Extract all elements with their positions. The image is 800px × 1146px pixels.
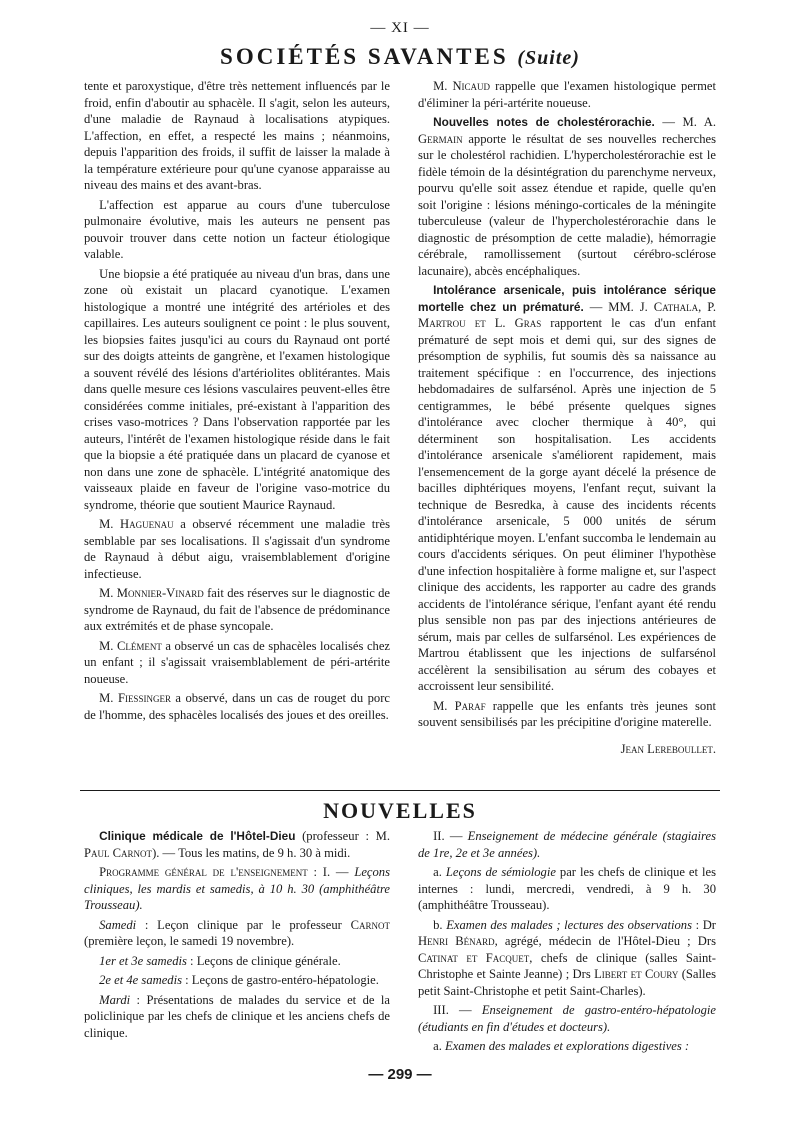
news-heading: Clinique médicale de l'Hôtel-Dieu (99, 829, 296, 843)
section-title-text: SOCIÉTÉS SAVANTES (220, 44, 509, 69)
paragraph (84, 992, 390, 1042)
left-column (84, 78, 390, 723)
paragraph-text: ). — Tous les matins, de 9 h. 30 à midi. (152, 845, 351, 860)
paragraph (84, 953, 390, 970)
paragraph-text: a observé un cas de sphacèles localisés chez un enfant ; il s'agissait vraisemblablement de péri-artérite noueuse. (84, 638, 391, 686)
paragraph (84, 828, 390, 861)
paragraph-italic: Examen des malades et explorations digestives : (445, 1039, 690, 1053)
author-name: Paul Carnot (84, 845, 153, 860)
paragraph-italic: Examen des malades ; lectures des observations (446, 917, 692, 932)
paragraph-italic: Enseignement de gastro-entéro-hépatologie (étudiants en fin d'études et docteurs). (418, 1003, 716, 1034)
paragraph-text: rappelle que les enfants très jeunes sont souvent sensibilisés par les précipitine d'origine materelle. (418, 698, 716, 729)
section-title-suite: (Suite) (517, 47, 580, 69)
paragraph (418, 1002, 716, 1035)
author-name: M. Paraf (433, 698, 486, 713)
author-name: M. Clément (99, 638, 162, 653)
paragraph-text: (Salles petit Saint-Christophe et petit Saint-Charles). (418, 967, 716, 998)
paragraph-text: — MM. J. (583, 299, 654, 314)
paragraph-text: : I. — (307, 865, 355, 879)
paragraph-text: II. — (433, 829, 468, 843)
paragraph (84, 864, 390, 914)
paragraph-italic: Leçons de sémiologie (445, 865, 556, 879)
paragraph-text: par les chefs de clinique et les internes : lundi, mercredi, vendredi, à 9 h. 30 (amphithéâtre Trousseau). (418, 865, 716, 912)
paragraph-text: fait des réserves sur le diagnostic de syndrome de Raynaud, du fait de l'absence de prédominance aux extrémités et de phase syncopale. (84, 586, 390, 633)
signature: Jean Lereboullet. (620, 741, 716, 756)
paragraph (418, 828, 716, 861)
paragraph-text: rapportent le cas d'un enfant prématuré de sept mois et demi qui, sur des signes de présomption de syphilis, fut soumis dès sa naissance au traitement spécifique : en l'occurrence, des injections hebdomadaires de sulfarsénol. Après une injection de 5 centigrammes, le bébé présente quelques signes d'intolérance avec clocher thermique à 40°, qui déterminent son hospitalisation. Les accidents d'intolérance arsenicale s'améliorent rapidement, mais l'ensemencement de la gorge ayant décelé la présence de bacilles diphtériques moyens, l'enfant reçut, suivant la technique de Besredka, à cause des incidents récents d'intolérance arsenicale, 5 000 unités de sérum antidiphtérique moyen. L'enfant succomba le lendemain au cours d'accidents sériques. On peut éliminer l'hypothèse d'une infection hospitalière à forme maligne et, sur l'aspect clinique des accidents, les rapporter au cadre des grands accidents de l'intolérance sérique, l'enfant ayant été rendu plus sensible non pas par des injections antérieures de sérum, mais par celles de sulfarsénol. Les expériences de Martrou établissent que les injections de sulfarsénol accélèrent la sensibilisation au sérum des cobayes et accroissent leur sensibilité. (418, 316, 716, 693)
paragraph-text: a observé récemment une maladie très semblable par ses localisations. Il s'agissait d'un syndrome de Raynaud à début aigu, vraisemblablement d'origine infectieuse. (84, 517, 390, 581)
paragraph (418, 917, 716, 1000)
paragraph (418, 698, 716, 731)
paragraph (418, 282, 716, 695)
schedule-day: 1er et 3e samedis (99, 953, 187, 968)
paragraph-text: — M. A. (654, 115, 716, 129)
paragraph (84, 690, 390, 723)
paragraph-text: (professeur : M. (295, 829, 390, 843)
note-heading: Nouvelles notes de cholestérorachie. (433, 115, 655, 129)
paragraph (418, 78, 716, 111)
page-number: — 299 — (368, 1066, 432, 1083)
paragraph-text: , chefs de clinique (salles Saint-Christophe et Sainte Jeanne) ; Drs (418, 950, 716, 981)
paragraph (84, 972, 390, 989)
paragraph (84, 917, 390, 950)
paragraph (84, 585, 390, 635)
paragraph-text: a observé, dans un cas de rouget du porc de l'homme, des sphacèles localisés des joues et des oreilles. (84, 691, 390, 722)
author-name: Libert et Coury (594, 967, 679, 981)
roman-page-number: — XI — (370, 20, 430, 36)
schedule-day: Mardi (99, 992, 131, 1007)
paragraph-italic: Enseignement de médecine générale (stagiaires de 1re, 2e et 3e années). (418, 829, 716, 860)
right-column (418, 78, 716, 757)
nouvelles-title: NOUVELLES (323, 798, 477, 823)
paragraph: tente et paroxystique, d'être très nettement influencés par le froid, enfin d'aboutir au sphacèle. Il s'agit, selon les auteurs, d'une maladie de Raynaud à localisations atypiques. L'affection, en effet, a respecté les mains ; néanmoins, depuis l'apparition des froids, il suffit de laisser la malade à la température extérieure pour qu'une cyanose apparaisse au niveau des mains et des avant-bras. (84, 79, 390, 192)
paragraph (84, 638, 390, 688)
author-name: M. Haguenau (99, 517, 174, 531)
author-name: M. Monnier-Vinard (99, 586, 204, 600)
section-divider (80, 790, 720, 791)
schedule-day: 2e et 4e samedis (99, 973, 182, 987)
paragraph-text: (première leçon, le samedi 19 novembre). (84, 934, 295, 948)
paragraph (84, 516, 390, 582)
paragraph-text: rappelle que l'examen histologique permet d'éliminer la péri-artérite noueuse. (418, 79, 716, 110)
paragraph-text: : Leçons de gastro-entéro-hépatologie. (182, 973, 379, 987)
section-title (0, 44, 800, 70)
author-name: M. Nicaud (433, 79, 491, 93)
paragraph (418, 114, 716, 279)
paragraph-text: : Leçons de clinique générale. (186, 953, 341, 968)
program-heading: Programme général de l'enseignement (99, 865, 308, 879)
paragraph-text: , agrégé, médecin de l'Hôtel-Dieu ; Drs (494, 934, 716, 948)
paragraph-text: : Dr (691, 917, 716, 932)
author-name: Germain (418, 131, 463, 146)
author-name: Carnot (350, 917, 390, 932)
nouvelles-right-column (418, 828, 716, 1055)
author-name: Cathala, P. Martrou et L. Gras (418, 299, 717, 330)
paragraph-text: III. — (433, 1003, 482, 1017)
paragraph-text: : Leçon clinique par le professeur (136, 917, 351, 932)
nouvelles-left-column (84, 828, 390, 1041)
note-heading: Intolérance arsenicale, puis intolérance sérique mortelle chez un prématuré. (418, 283, 716, 314)
schedule-day: Samedi (99, 917, 137, 932)
paragraph-italic: Leçons cliniques, les mardis et samedis, à 10 h. 30 (amphithéâtre Trousseau). (84, 865, 390, 912)
paragraph (418, 1038, 716, 1055)
paragraph: Une biopsie a été pratiquée au niveau d'un bras, dans une zone où existait un placard cyanotique. L'examen histologique a montré une intégrité des artérioles et des capillaires. Les auteurs soulignent ce point : le plus souvent, les biopsies faites jusqu'ici au cours du Raynaud ont porté sur des doigts atteints de gangrène, et l'examen histologique a souvent révélé des lésions d'artériolites oblitérantes. Mais dans quelle mesure ces lésions vasculaires peuvent-elles être considérées comme initiales, pré-existant à l'apparition des crises vaso-motrices ? Dans l'observation rapportée par les auteurs, l'intérêt de l'examen histologique réside dans le fait que la biopsie a été pratiquée dans un placard de cyanose et non dans une zone de sphacèle. L'intégrité anatomique des vaisseaux plaide en faveur de l'origine vaso-motrice du syndrome, théorie que soutient Maurice Raynaud. (84, 266, 390, 512)
paragraph (418, 864, 716, 914)
author-name: Henri Bénard (418, 934, 495, 948)
author-name: Catinat et Facquet (418, 950, 530, 965)
paragraph-text: a. (433, 865, 446, 879)
author-name: M. Fiessinger (99, 691, 171, 705)
paragraph-text: apporte le résultat de ses nouvelles recherches sur le cholestérol rachidien. L'hypercholestérorachie est le fidèle témoin de la désintégration du parenchyme nerveux, pourvu qu'elle soit assez étendue et rapide, quelle qu'en soit l'origine : lésions méningo-corticales de la méningite tuberculeuse (valeur de l'hypercholestérorachie dans le diagnostic de présomption de cette maladie), hémorragie cérébrale, ramollissement (surtout cérébro-sclérose lacunaire), abcès encéphaliques. (418, 131, 716, 278)
paragraph-text: a. (433, 1039, 445, 1053)
paragraph-text: b. (433, 917, 447, 932)
paragraph-text: : Présentations de malades du service et de la policlinique par les chefs de clinique et les anciens chefs de clinique. (84, 992, 390, 1040)
paragraph: L'affection est apparue au cours d'une tuberculose pulmonaire évolutive, mais les auteurs ne pensent pas pouvoir trouver dans cette notion un facteur étiologique valable. (84, 197, 390, 261)
